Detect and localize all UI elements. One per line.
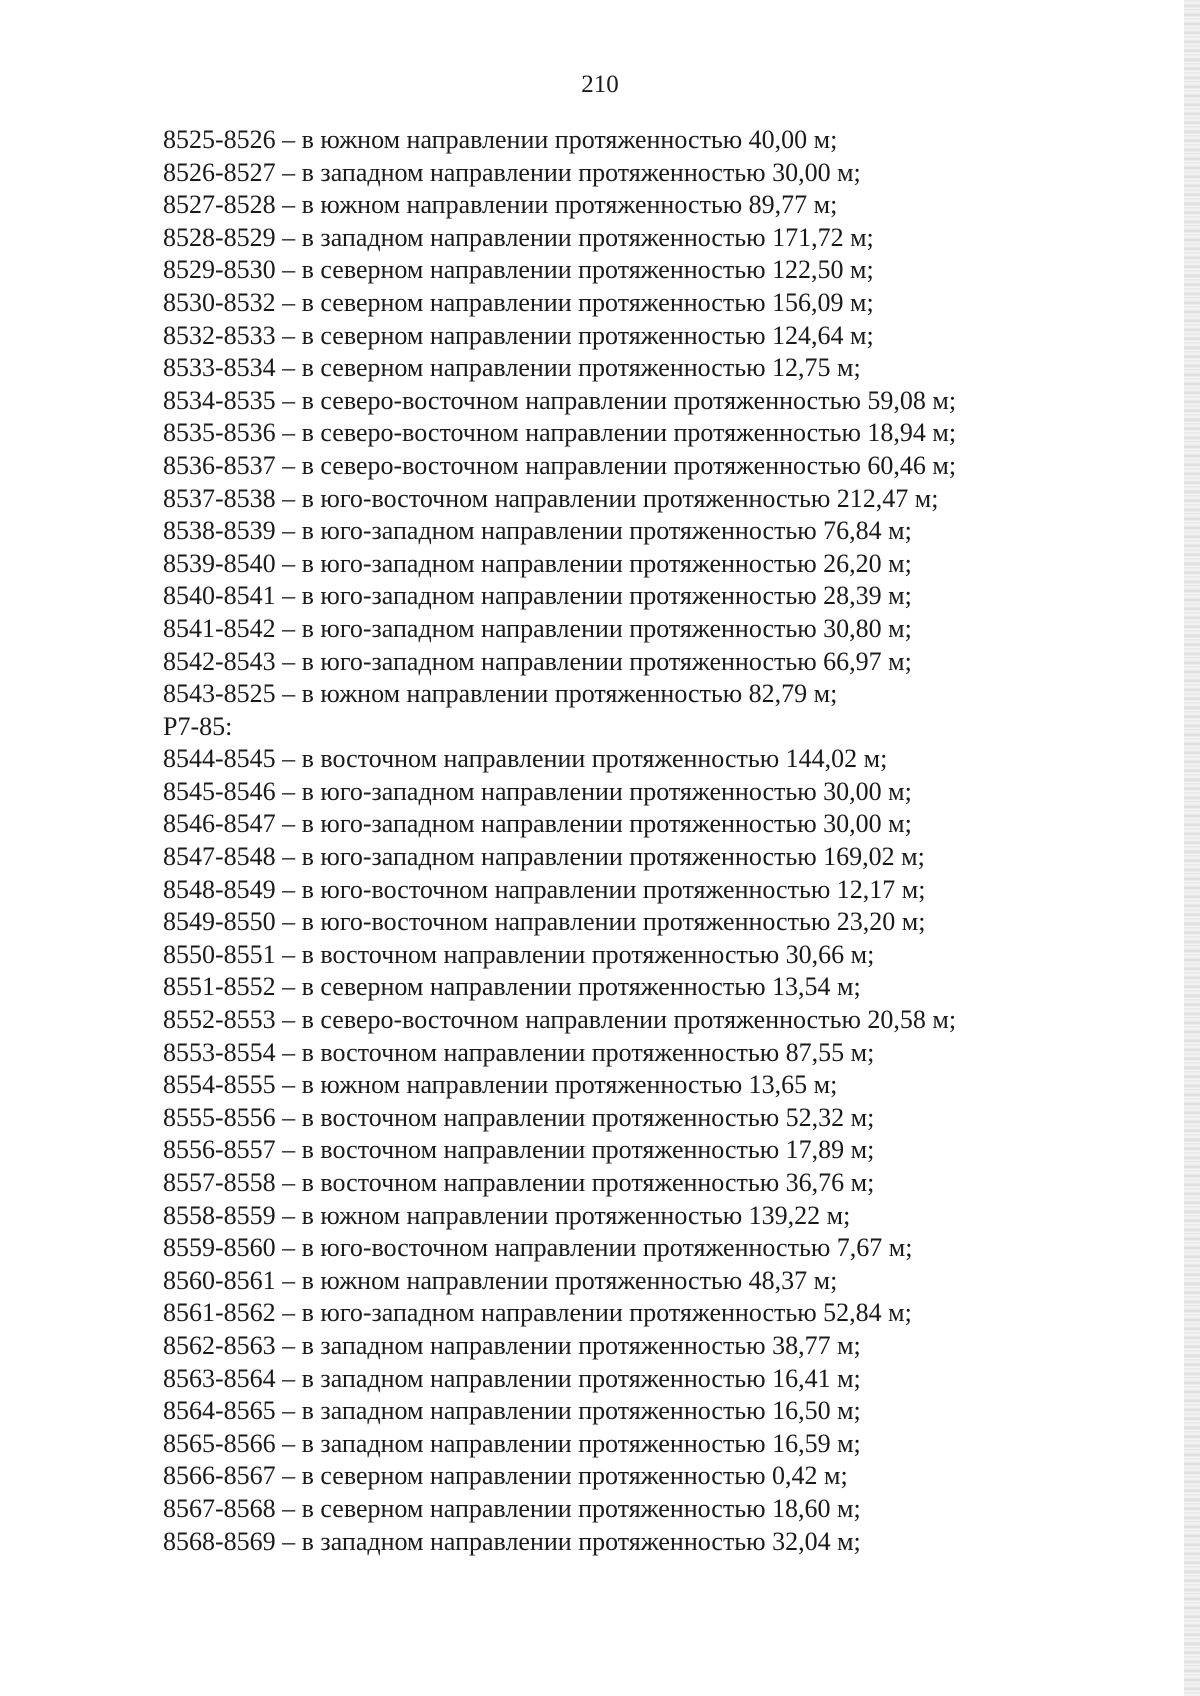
list-item: 8527-8528 – в южном направлении протяженностью 89,77 м; [163,190,838,220]
list-item: 8540-8541 – в юго-западном направлении протяженностью 28,39 м; [163,581,912,611]
list-item: 8550-8551 – в восточном направлении протяженностью 30,66 м; [163,939,875,969]
list-item: 8554-8555 – в южном направлении протяженностью 13,65 м; [163,1070,838,1100]
list-item: 8529-8530 – в северном направлении протяженностью 122,50 м; [163,255,874,285]
list-item: 8539-8540 – в юго-западном направлении протяженностью 26,20 м; [163,548,912,578]
list-item: 8560-8561 – в южном направлении протяженностью 48,37 м; [163,1265,838,1295]
boundary-segment-list [163,124,1163,1558]
list-item: 8567-8568 – в северном направлении протяженностью 18,60 м; [163,1493,861,1523]
list-item: 8551-8552 – в северном направлении протяженностью 13,54 м; [163,972,861,1002]
list-item: 8568-8569 – в западном направлении протяженностью 32,04 м; [163,1526,861,1556]
list-item: 8530-8532 – в северном направлении протяженностью 156,09 м; [163,287,874,317]
list-item: 8536-8537 – в северо-восточном направлении протяженностью 60,46 м; [163,450,957,480]
list-item: 8526-8527 – в западном направлении протяженностью 30,00 м; [163,157,861,187]
list-item: 8546-8547 – в юго-западном направлении протяженностью 30,00 м; [163,809,912,839]
list-item: 8543-8525 – в южном направлении протяженностью 82,79 м; [163,679,838,709]
list-item: 8556-8557 – в восточном направлении протяженностью 17,89 м; [163,1135,875,1165]
list-item: 8552-8553 – в северо-восточном направлении протяженностью 20,58 м; [163,1005,957,1035]
list-item: 8555-8556 – в восточном направлении протяженностью 52,32 м; [163,1102,875,1132]
list-item: 8561-8562 – в юго-западном направлении протяженностью 52,84 м; [163,1298,912,1328]
list-item: 8525-8526 – в южном направлении протяженностью 40,00 м; [163,125,838,154]
list-item: 8535-8536 – в северо-восточном направлении протяженностью 18,94 м; [163,418,957,448]
list-item: 8565-8566 – в западном направлении протяженностью 16,59 м; [163,1428,861,1458]
list-item: 8528-8529 – в западном направлении протяженностью 171,72 м; [163,222,874,252]
list-item: 8557-8558 – в восточном направлении протяженностью 36,76 м; [163,1168,875,1197]
scanned-page-edge [1184,0,1200,1696]
list-item: 8541-8542 – в юго-западном направлении протяженностью 30,80 м; [163,613,912,643]
list-item: 8532-8533 – в северном направлении протяженностью 124,64 м; [163,320,874,350]
list-item: 8553-8554 – в восточном направлении протяженностью 87,55 м; [163,1037,875,1067]
list-item: 8534-8535 – в северо-восточном направлении протяженностью 59,08 м; [163,385,957,415]
list-item: 8564-8565 – в западном направлении протяженностью 16,50 м; [163,1396,861,1426]
list-item: 8563-8564 – в западном направлении протяженностью 16,41 м; [163,1363,861,1393]
section-heading: Р7-85: [163,711,233,741]
list-item: 8537-8538 – в юго-восточном направлении протяженностью 212,47 м; [163,483,939,513]
list-item: 8549-8550 – в юго-восточном направлении протяженностью 23,20 м; [163,907,926,937]
list-item: 8533-8534 – в северном направлении протяженностью 12,75 м; [163,353,861,383]
list-item: 8547-8548 – в юго-западном направлении протяженностью 169,02 м; [163,842,925,872]
list-item: 8562-8563 – в западном направлении протяженностью 38,77 м; [163,1330,861,1360]
list-item: 8548-8549 – в юго-восточном направлении протяженностью 12,17 м; [163,874,926,904]
list-item: 8544-8545 – в восточном направлении протяженностью 144,02 м; [163,744,888,774]
list-item: 8538-8539 – в юго-западном направлении протяженностью 76,84 м; [163,516,912,546]
list-item: 8566-8567 – в северном направлении протяженностью 0,42 м; [163,1461,848,1491]
list-item: 8542-8543 – в юго-западном направлении протяженностью 66,97 м; [163,646,912,676]
page-number: 210 [581,71,619,98]
list-item: 8545-8546 – в юго-западном направлении протяженностью 30,00 м; [163,776,912,806]
list-item: 8559-8560 – в юго-восточном направлении протяженностью 7,67 м; [163,1233,913,1263]
list-item: 8558-8559 – в южном направлении протяженностью 139,22 м; [163,1200,851,1230]
